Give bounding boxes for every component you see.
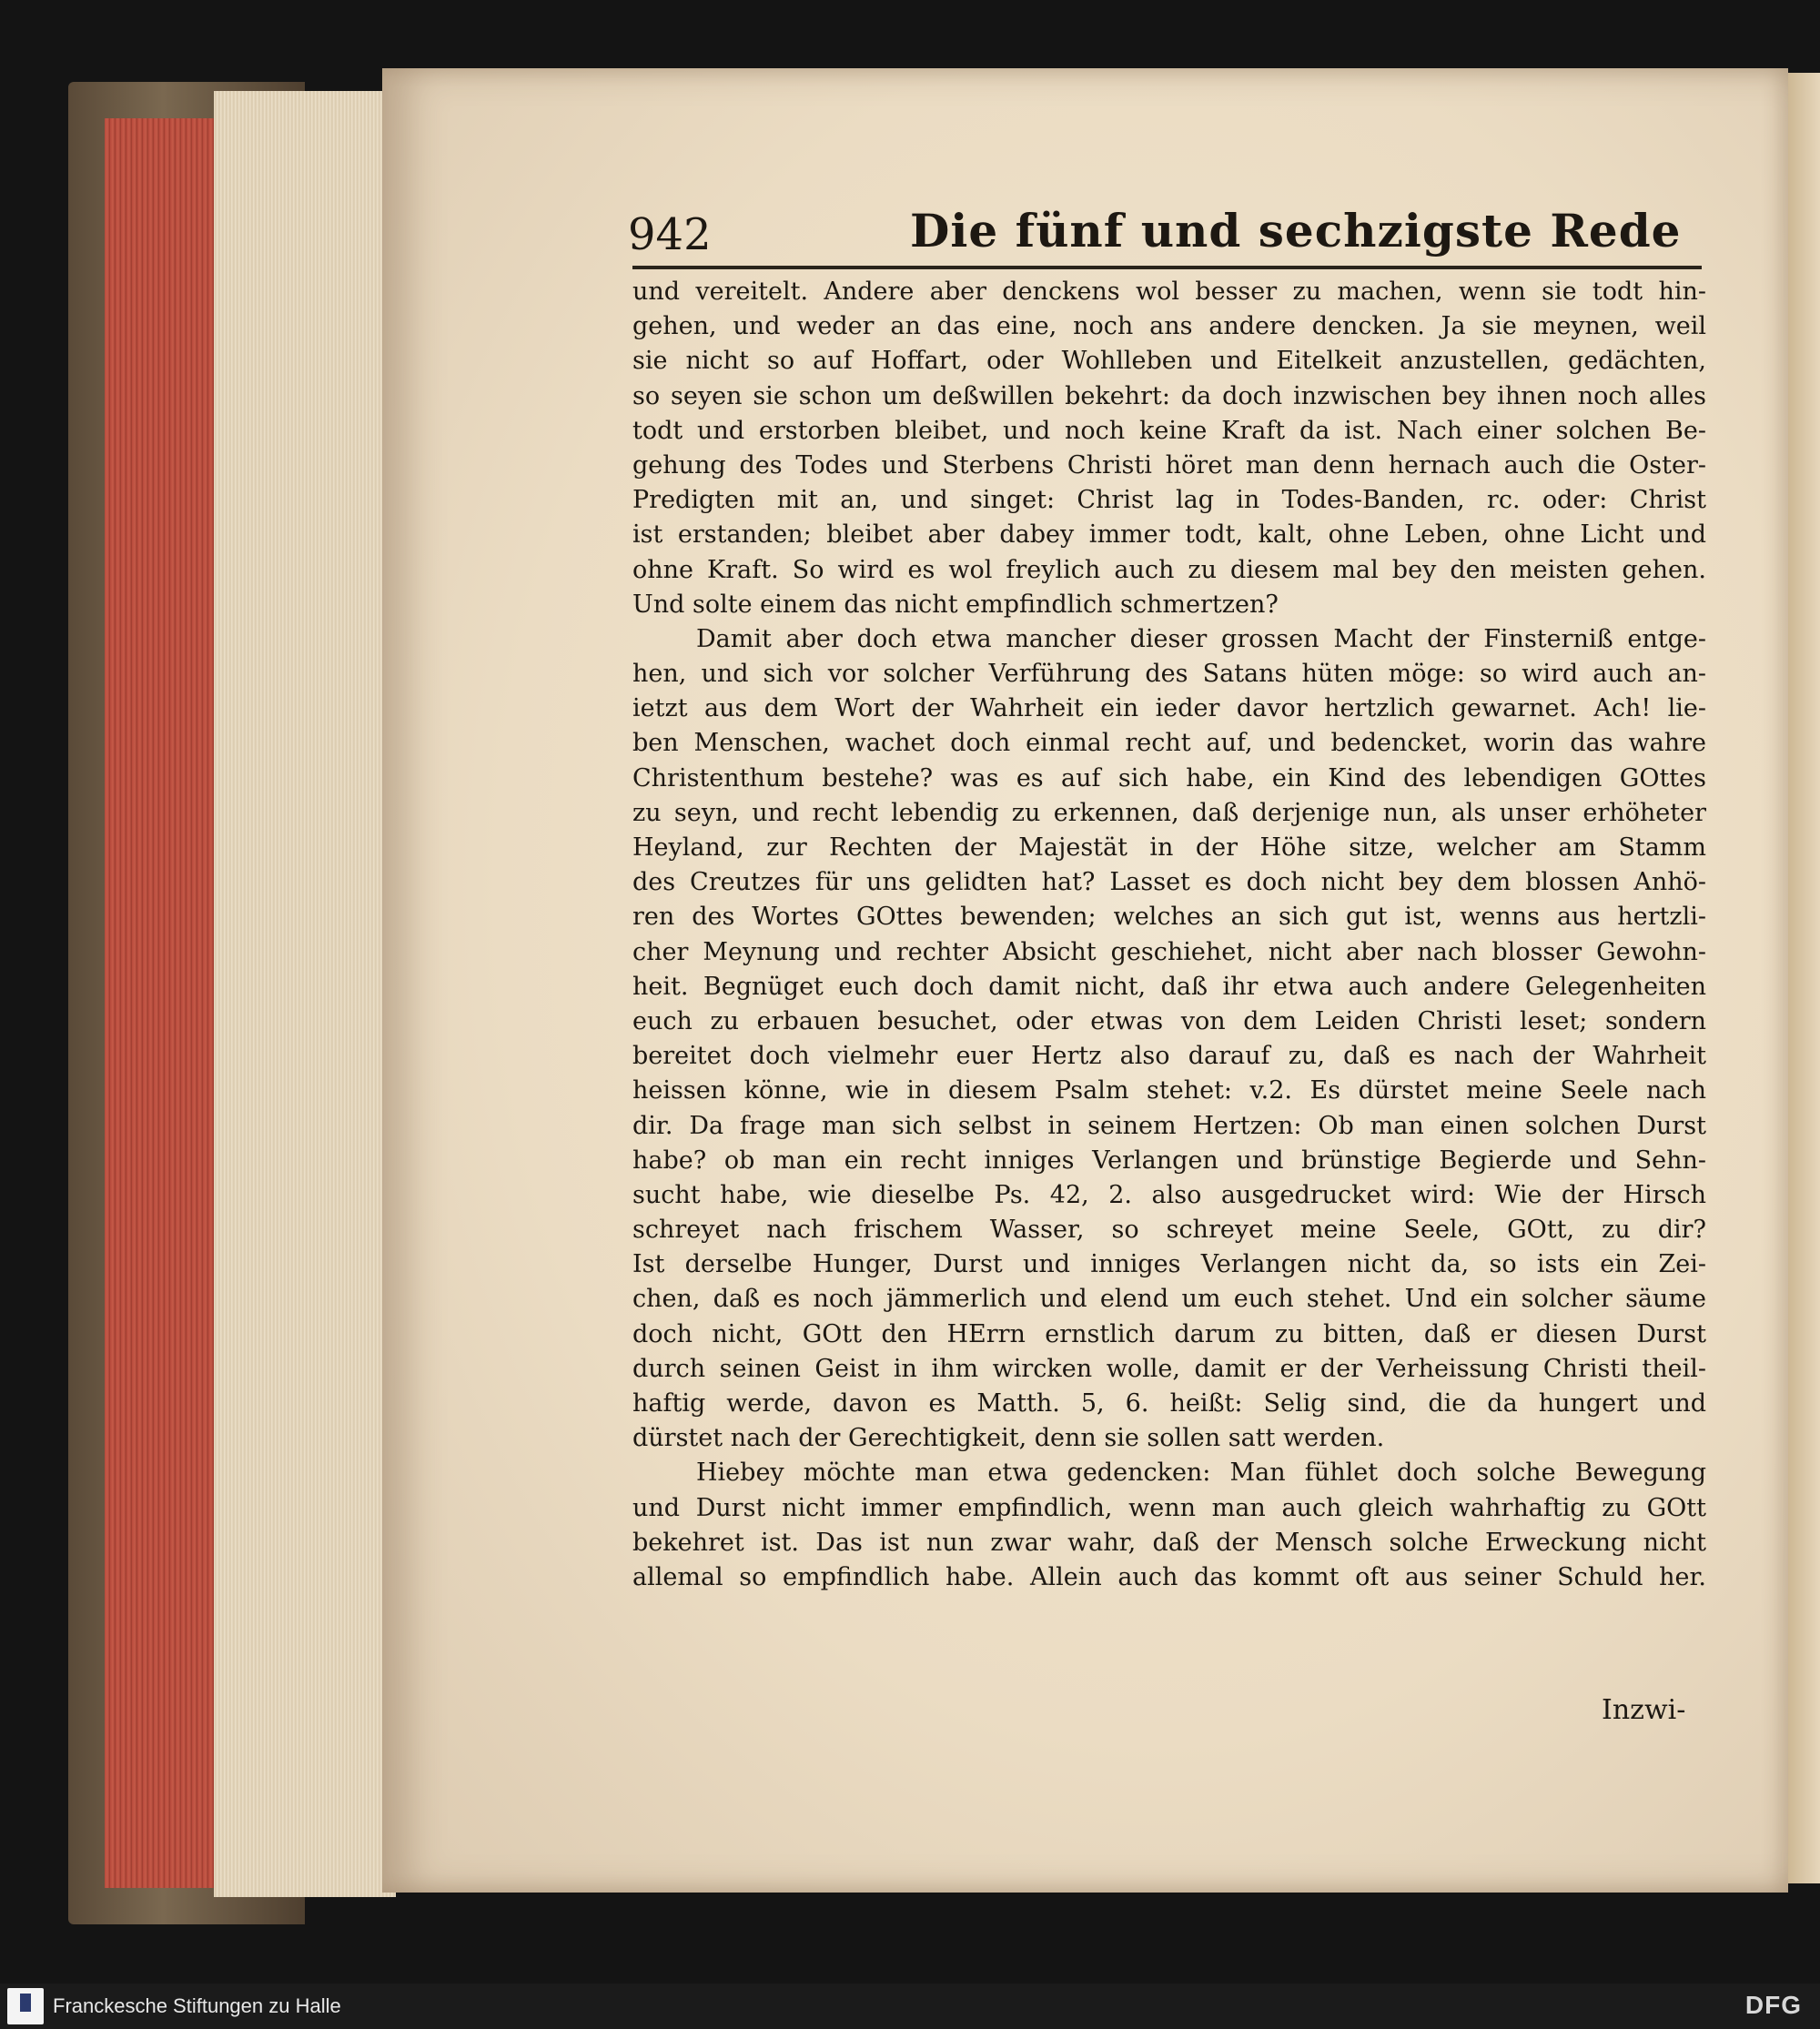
text-line: ren des Wortes GOttes bewenden; welches an sich gut ist, wenns aus hertzli- (632, 903, 1706, 932)
logo-mark (20, 1994, 31, 2012)
text-line: des Creutzes für uns gelidten hat? Lasset es doch nicht bey dem blossen Anhö- (632, 868, 1706, 897)
page-edge-red (105, 118, 214, 1888)
body-text (632, 275, 1706, 1595)
text-line: todt und erstorben bleibet, und noch keine Kraft da ist. Nach einer solchen Be- (632, 416, 1706, 445)
catchword: Inzwi- (1602, 1694, 1686, 1726)
text-line: euch zu erbauen besuchet, oder etwas von dem Leiden Christi leset; sondern (632, 1006, 1706, 1035)
dfg-logo[interactable]: DFG (1744, 1991, 1802, 2019)
text-line: Ist derselbe Hunger, Durst und inniges Verlangen nicht da, so ists ein Zei- (632, 1250, 1706, 1279)
text-line: Predigten mit an, und singet: Christ lag in Todes-Banden, rc. oder: Christ (632, 486, 1706, 515)
page-number: 942 (628, 209, 712, 260)
text-line: Damit aber doch etwa mancher dieser grossen Macht der Finsterniß entge- (696, 624, 1706, 653)
text-line: durch seinen Geist in ihm wircken wolle, damit er der Verheissung Christi theil- (632, 1354, 1706, 1383)
header-rule (632, 266, 1702, 269)
page-stack (214, 91, 396, 1897)
text-line: bekehret ist. Das ist nun zwar wahr, daß der Mensch solche Erweckung nicht (632, 1528, 1706, 1557)
text-line: ohne Kraft. So wird es wol freylich auch zu diesem mal bey den meisten gehen. (632, 555, 1706, 584)
running-title: Die fünf und sechzigste Rede (910, 204, 1682, 257)
institution-name[interactable]: Franckesche Stiftungen zu Halle (53, 1994, 341, 2017)
text-line: hen, und sich vor solcher Verführung des Satans hüten möge: so wird auch an- (632, 660, 1706, 689)
institution-logo-icon[interactable] (7, 1988, 44, 2024)
text-line: Heyland, zur Rechten der Majestät in der Höhe sitze, welcher am Stamm (632, 833, 1706, 862)
text-line: ist erstanden; bleibet aber dabey immer todt, kalt, ohne Leben, ohne Licht und (632, 520, 1706, 550)
text-line: ietzt aus dem Wort der Wahrheit ein ieder davor hertzlich gewarnet. Ach! lie- (632, 694, 1706, 723)
text-line: doch nicht, GOtt den HErrn ernstlich darum zu bitten, daß er diesen Durst (632, 1319, 1706, 1348)
text-line: und Durst nicht immer empfindlich, wenn man auch gleich wahrhaftig zu GOtt (632, 1493, 1706, 1522)
text-line: bereitet doch vielmehr euer Hertz also darauf zu, daß es nach der Wahrheit (632, 1042, 1706, 1071)
text-line: dir. Da frage man sich selbst in seinem Hertzen: Ob man einen solchen Durst (632, 1111, 1706, 1140)
text-line: schreyet nach frischem Wasser, so schreyet meine Seele, GOtt, zu dir? (632, 1216, 1706, 1245)
text-line: gehen, und weder an das eine, noch ans andere dencken. Ja sie meynen, weil (632, 312, 1706, 341)
text-line: Und solte einem das nicht empfindlich schmertzen? (632, 590, 1279, 619)
text-line: und vereitelt. Andere aber denckens wol besser zu machen, wenn sie todt hin- (632, 278, 1706, 306)
text-line: heissen könne, wie in diesem Psalm stehet: v.2. Es dürstet meine Seele nach (632, 1076, 1706, 1105)
text-line: ben Menschen, wachet doch einmal recht auf, und bedencket, worin das wahre (632, 729, 1706, 758)
text-line: Hiebey möchte man etwa gedencken: Man fühlet doch solche Bewegung (696, 1459, 1706, 1488)
viewer-footer (0, 1984, 1820, 2029)
text-line: so seyen sie schon um deßwillen bekehrt: da doch inzwischen bey ihnen noch alles (632, 381, 1706, 410)
text-line: allemal so empfindlich habe. Allein auch das kommt oft aus seiner Schuld her. (632, 1562, 1706, 1591)
next-page-edge (1788, 73, 1820, 1883)
text-line: heit. Begnüget euch doch damit nicht, daß ihr etwa auch andere Gelegenheiten (632, 972, 1706, 1001)
text-line: sie nicht so auf Hoffart, oder Wohlleben und Eitelkeit anzustellen, gedächten, (632, 347, 1706, 376)
text-line: dürstet nach der Gerechtigkeit, denn sie sollen satt werden. (632, 1424, 1385, 1453)
text-line: sucht habe, wie dieselbe Ps. 42, 2. also ausgedrucket wird: Wie der Hirsch (632, 1180, 1706, 1209)
text-line: habe? ob man ein recht inniges Verlangen und brünstige Begierde und Sehn- (632, 1146, 1706, 1175)
page-header (628, 202, 1702, 266)
text-line: Christenthum bestehe? was es auf sich habe, ein Kind des lebendigen GOttes (632, 763, 1706, 792)
text-line: gehung des Todes und Sterbens Christi höret man denn hernach auch die Oster- (632, 450, 1706, 479)
text-line: haftig werde, davon es Matth. 5, 6. heißt: Selig sind, die da hungert und (632, 1389, 1706, 1418)
text-line: cher Meynung und rechter Absicht geschiehet, nicht aber nach blosser Gewohn- (632, 937, 1706, 966)
text-line: zu seyn, und recht lebendig zu erkennen, daß derjenige nun, als unser erhöheter (632, 798, 1706, 827)
text-line: chen, daß es noch jämmerlich und elend um euch stehet. Und ein solcher säume (632, 1285, 1706, 1314)
